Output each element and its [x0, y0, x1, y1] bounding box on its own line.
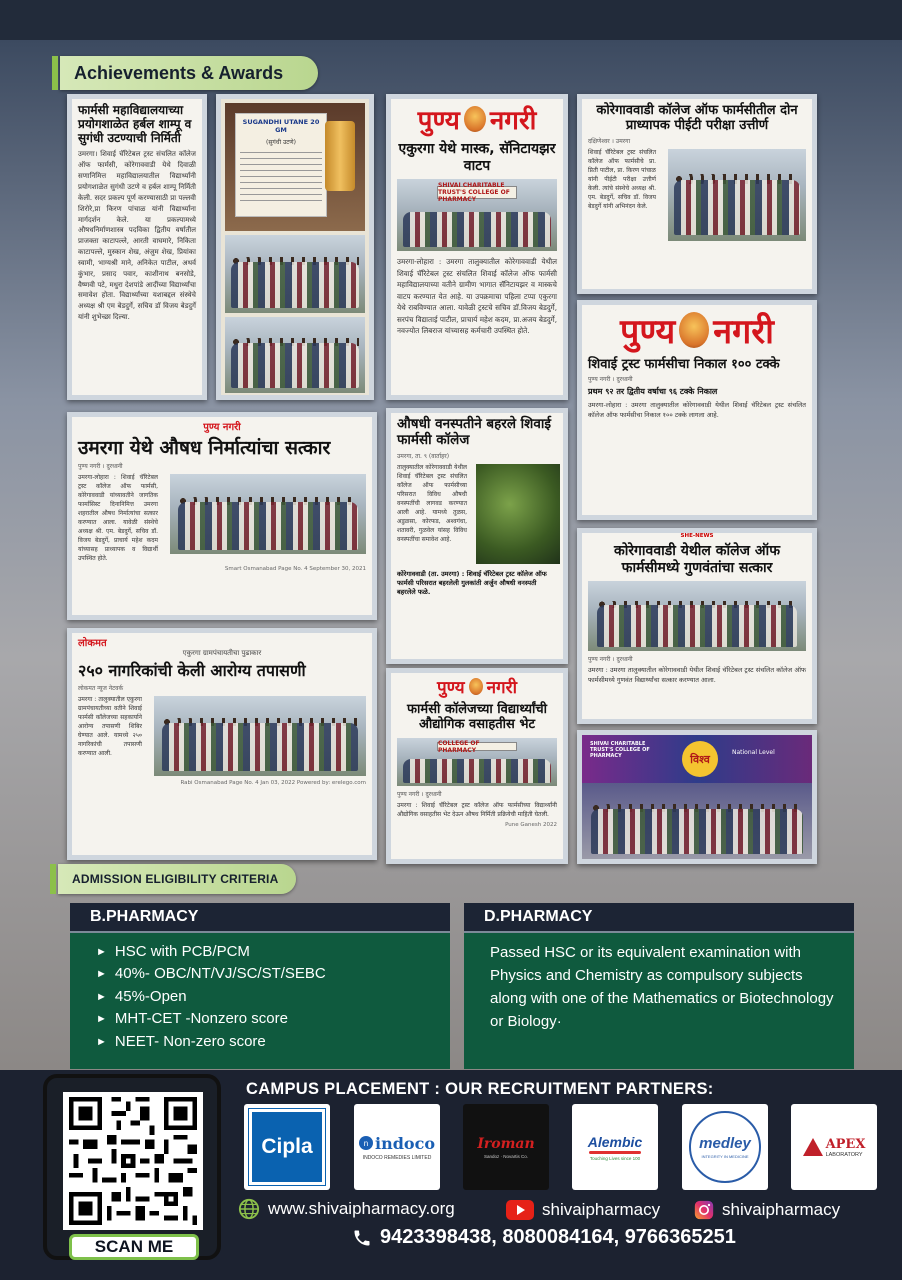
criteria-item: ► NEET- Non-zero score [96, 1031, 326, 1053]
photo-professors [668, 149, 806, 241]
dpharmacy-panel [464, 903, 854, 1069]
photo-meritorious [588, 581, 806, 651]
partner-subtitle: LABORATORY [825, 1151, 863, 1158]
ganesh-logo-icon [464, 106, 486, 132]
clipping-herbal-garden [386, 408, 568, 664]
qr-code-icon [63, 1092, 203, 1230]
partner-logo-iroman[interactable] [463, 1104, 549, 1190]
product-label-box [235, 113, 327, 217]
masthead-left: पुण्य [437, 678, 465, 698]
masthead-punyanagari [582, 305, 812, 353]
masthead-left: पुण्य [417, 106, 460, 136]
criteria-item: ► MHT-CET -Nonzero score [96, 1008, 326, 1030]
clipping-headline: शिवाई ट्रस्ट फार्मसीचा निकाल १०० टक्के [588, 357, 780, 372]
partner-name: indoco [375, 1133, 435, 1153]
clipping-headline: कोरेगाववाडी कॉलेज ऑफ फार्मसीतील दोन प्राध्यापक पीईटी परीक्षा उत्तीर्ण [596, 103, 798, 134]
photo-caption: कोरेगाववाडी (ता. उमरगा) : शिवाई चॅरिटेबल ट्रस्ट कॉलेज ऑफ फार्मसी परिसरात बहरलेली गुलकांती अर्जुन औषधी वनस्पती बहरलेले फळे. [397, 569, 547, 596]
masthead-left: पुण्य [620, 312, 676, 352]
clipping-footer: Rabi Osmanabad Page No. 4 Jan 03, 2022 Powered by: erelego.com [180, 779, 366, 786]
partner-name: Alembic [587, 1133, 643, 1150]
photo-industrial-visit [397, 738, 557, 786]
photo-checkup-camp [154, 696, 366, 776]
criteria-item: ► 45%-Open [96, 986, 326, 1008]
event-tag: National Level [732, 749, 775, 756]
website-link[interactable] [238, 1198, 455, 1220]
clipping-sub: प्रथम ९२ तर द्वितीय वर्षाचा ९६ टक्के निकाल [588, 387, 718, 397]
product-label-lines [240, 152, 322, 202]
clipping-body: उमरगा। शिवाई चॅरिटेबल ट्रस्ट संचलित कॉलेज ऑफ फार्मसी, कोरेगाववाडी येथे दिवाळी सणानिमित्त महाविद्यालयातील विद्यार्थ्यांनी प्रयोगशाळेत सुगंधी उटणे व हर्बल शाम्पू निर्मिती केली. सदर प्रकल्प पूर्ण करण्यासाठी प्रा पल्लवी शिरोरे,प्रा किरण पांचाळ यांनी विद्यार्थ्यांना मार्गदर्शन केले. या प्रकल्पामध्ये औषधनिर्माणशास्त्र पदविका द्वितीय वर्षातील प्राजक्ता काटापल्ले, आरती वाघमारे, निकिता काटापल्ले, मुस्कान शेख, अंजुम शेख, प्रियांका स्वामी, भाग्यश्री माने, अनिकेत पाटील, अथर्व कुंभार, प्रसाद पवार, काशीनाथ बनसोडे, वैष्णवी पटे, मधुरा देशपांडे आदींच्या विद्यार्थ्यांचा समावेश होता. विद्यार्थ्यांच्या यशाबद्दल संस्थेचे अध्यक्ष श्री एम बेडदुर्गे, सचिव डॉ विजय बेडदुर्गे यांनी शुभेच्छा दिल्या. [78, 150, 196, 322]
clipping-body: शिवाई चॅरिटेबल ट्रस्ट संचलित कॉलेज ऑफ फार्मसीचे प्रा. प्रिती पाटील, प्रा. किरण पांचाळ यांनी पीईटी परीक्षा उत्तीर्ण केली. त्यांचे संस्थेचे अध्यक्ष श्री. एम. बेडदुर्गे, सचिव डॉ. विजय बेडदुर्गे यांनी अभिनंदन केले. [588, 148, 656, 210]
event-banner: SHIVAI CHARITABLE TRUST'S COLLEGE OF PHARMACY [590, 741, 650, 759]
clipping-body: उमरगा-लोहारा : शिवाई चॅरिटेबल ट्रस्ट कॉलेज ऑफ फार्मसी, कोरेगाववाडी यांच्यावतीने जागतिक फार्मासिस्ट दिनानिमित्त उमरगा शहरातील औषध निर्मात्यांचा सत्कार करण्यात आला. यावेळी संस्थेचे अध्यक्ष श्री. एम. बेडदुर्गे, सचिव डॉ. विजय बेडदुर्गे, प्राचार्य महेश कदम यांच्यासह प्राध्यापक व विद्यार्थी उपस्थित होते. [78, 474, 158, 563]
admission-title: ADMISSION ELIGIBILITY CRITERIA [58, 864, 296, 894]
clipping-health-checkup [67, 628, 377, 860]
alembic-swoosh-icon [589, 1151, 641, 1154]
clipping-byline: पुण्य नगरी । दुरध्वनी [397, 790, 442, 798]
clipping-result-100 [577, 300, 817, 520]
scan-me-label: SCAN ME [69, 1234, 199, 1260]
partner-subtitle: INDOCO REMEDIES LIMITED [362, 1154, 432, 1161]
criteria-item: ► HSC with PCB/PCM [96, 941, 326, 963]
photo-banner: SHIVAI CHARITABLE TRUST'S COLLEGE OF PHARMACY [437, 186, 517, 199]
ganesh-logo-icon [469, 678, 483, 695]
photo-distribution [397, 179, 557, 251]
product-jar [325, 121, 355, 191]
clipping-byline: उमरगा, ता. ९ (वार्ताहर) [397, 452, 450, 460]
photo-felicitation [170, 474, 366, 554]
bpharmacy-panel [70, 903, 450, 1069]
clipping-body: उमरगा : शिवाई चॅरिटेबल ट्रस्ट कॉलेज ऑफ फार्मसीच्या विद्यार्थ्यांनी औद्योगिक वसाहतीस भेट देऊन औषध निर्मिती प्रक्रियेची माहिती घेतली. [397, 801, 557, 818]
masthead-right: नगरी [486, 678, 517, 698]
masthead-lokmat: लोकमत [78, 638, 107, 649]
cipla-logo-mark [249, 1109, 325, 1185]
clipping-footer: Pune Ganesh 2022 [505, 821, 557, 828]
dpharmacy-title: D.PHARMACY [464, 903, 854, 933]
clipping-headline: औषधी वनस्पतीने बहरले शिवाई फार्मसी कॉलेज [397, 416, 551, 448]
phone-numbers[interactable] [352, 1226, 736, 1249]
indoco-circle-icon: n [359, 1136, 373, 1150]
masthead-right: नगरी [713, 312, 774, 352]
ganesh-logo-icon [679, 312, 709, 348]
photo-students-lab [225, 235, 365, 313]
clipping-body: उमरगा-लोहारा : उमरगा तालुक्यातील कोरेगाववाडी येथील शिवाई चॅरिटेबल ट्रस्ट संचलित कॉलेज ऑफ फार्मसीचा निकाल १०० टक्के लागला आहे. [588, 401, 806, 420]
clipping-pet-exam [577, 94, 817, 294]
clipping-herbal-shampoo [67, 94, 207, 400]
clipping-body: उमरगा : उमरगा तालुक्यातील कोरेगाववाडी येथील शिवाई चॅरिटेबल ट्रस्ट संचलित कॉलेज ऑफ फार्मसीमध्ये गुणवंत विद्यार्थ्यांचा सत्कार करण्यात आला. [588, 666, 806, 684]
photo-plant [476, 464, 560, 564]
clipping-headline: उमरगा येथे औषध निर्मात्यांचा सत्कार [78, 437, 331, 459]
instagram-handle: shivaipharmacy [722, 1200, 841, 1219]
clipping-headline: कोरेगाववाडी येथील कॉलेज ऑफ फार्मसीमध्ये गुणवंतांचा सत्कार [613, 543, 781, 576]
photo-banner: COLLEGE OF PHARMACY [437, 742, 517, 751]
masthead-punyanagari [391, 99, 563, 137]
photo-event-group [582, 783, 812, 859]
partner-logo-medley[interactable] [682, 1104, 768, 1190]
partner-subtitle: Touching Lives since 100 [589, 1155, 641, 1161]
clipping-byline: पुण्य नगरी । दुरध्वनी [588, 656, 633, 664]
clipping-byline: लोकमत न्यूज नेटवर्क [78, 684, 124, 692]
globe-icon [238, 1198, 260, 1220]
clipping-meritorious-students [577, 528, 817, 724]
partner-name: medley [699, 1135, 751, 1152]
youtube-link[interactable] [506, 1200, 660, 1220]
clipping-byline: पुण्य नगरी । दुरध्वनी [78, 463, 123, 471]
bpharmacy-criteria-list [96, 941, 326, 1053]
clipping-byline: पुण्य नगरी । दुरध्वनी [588, 376, 633, 384]
phone-text: 9423398438, 8080084164, 9766365251 [380, 1226, 736, 1248]
masthead-punyanagari [391, 673, 563, 698]
product-label: SUGANDHI UTANE 20 GM [242, 118, 320, 134]
criteria-item: ► 40%- OBC/NT/VJ/SC/ST/SEBC [96, 963, 326, 985]
masthead-small: पुण्य नगरी [203, 422, 241, 433]
youtube-icon [506, 1200, 534, 1220]
clipping-mask-sanitizer [386, 94, 568, 400]
partner-logo-alembic[interactable] [572, 1104, 658, 1190]
placement-title: CAMPUS PLACEMENT : OUR RECRUITMENT PARTNERS: [246, 1080, 714, 1098]
clipping-product-photos [216, 94, 374, 400]
partner-subtitle: INTEGRITY IN MEDICINE [701, 1154, 749, 1159]
clipping-footer: Smart Osmanabad Page No. 4 September 30, 2021 [224, 566, 366, 573]
clipping-body: तालुक्यातील कोरेगाववाडी येथील शिवाई चॅरिटेबल ट्रस्ट संचलित कॉलेज ऑफ फार्मसीच्या परिसरात विविध औषधी वनस्पतींची लागवड करण्यात आली आहे. यामध्ये तुळस, अडुळसा, कोरफड, अश्वगंधा, शतावरी, गुळवेल यांसह विविध वनस्पतींचा समावेश आहे. [397, 463, 467, 543]
qr-code[interactable] [63, 1092, 203, 1230]
clipping-headline: २५० नागरिकांची केली आरोग्य तपासणी [78, 661, 306, 680]
clipping-body: उमरगा : तालुक्यातील एकुरगा ग्रामपंचायतीच्या वतीने शिवाई फार्मसी कॉलेजच्या सहकार्याने आरोग्य तपासणी शिबिर घेण्यात आले. यामध्ये २५० नागरिकांची तपासणी करण्यात आली. [78, 695, 142, 757]
event-badge: विश्व [682, 741, 718, 777]
clipping-headline: फार्मसी महाविद्यालयाच्या प्रयोगशाळेत हर्बल शाम्पू व सुगंधी उटण्याची निर्मिती [78, 103, 192, 146]
masthead-right: नगरी [489, 106, 537, 136]
youtube-handle: shivaipharmacy [542, 1200, 661, 1219]
partner-name: Iroman [477, 1135, 535, 1152]
partner-logo-cipla[interactable] [244, 1104, 330, 1190]
clipping-body: उमरगा-लोहारा : उमरगा तालुक्यातील कोरेगाववाडी येथील शिवाई चॅरिटेबल ट्रस्ट संचलित शिवाई कॉलेज ऑफ फार्मसी महाविद्यालयाच्या वतीने ग्रामीण भागात सॅनिटायझर व मास्कचे वाटप करण्यात येत आहे. या उपक्रमाचा पहिला टप्पा एकुरगा येथे राबविण्यात आला. यावेळी ट्रस्टचे सचिव डॉ.विजय बेडदुर्गे, सरपंच विद्याताई पाटील, प्राचार्य महेश कदम, प्रा.अजय बेडदुर्गे, नवज्योत लिबराज यांच्यासह कर्मचारी उपस्थित होते. [397, 257, 557, 336]
partner-name: Cipla [261, 1135, 313, 1158]
instagram-link[interactable] [694, 1200, 840, 1220]
partner-logo-indoco[interactable] [354, 1104, 440, 1190]
clipping-byline: दक्षिणेश्वर । उमरगा [588, 137, 631, 145]
apex-triangle-icon [803, 1138, 823, 1156]
product-photo [225, 103, 365, 231]
instagram-icon [694, 1200, 714, 1220]
product-label-marathi: (सुगंधी उटणे) [266, 139, 296, 146]
partner-subtitle: Sandoz · Novartis Co. [483, 1153, 529, 1159]
achievements-title: Achievements & Awards [60, 56, 318, 90]
bpharmacy-title: B.PHARMACY [70, 903, 450, 933]
partner-name: APEX [825, 1136, 866, 1152]
dpharmacy-criteria-text: Passed HSC or its equivalent examination with Physics and Chemistry as compulsory subjects along with one of the Mathematics or Biotechnology or Biology· [490, 944, 834, 1030]
phone-icon [352, 1228, 372, 1248]
website-text: www.shivaipharmacy.org [268, 1199, 455, 1218]
clipping-headline: एकुरगा येथे मास्क, सॅनिटायझर वाटप [398, 141, 556, 174]
partner-logo-apex[interactable] [791, 1104, 877, 1190]
medley-circle-icon [689, 1111, 761, 1183]
clipping-kicker: एकुरगा ग्रामपंचायतीचा पुढाकार [182, 649, 262, 657]
clipping-pharmacist-felicitation [67, 412, 377, 620]
clipping-label: SHE-NEWS [680, 533, 714, 539]
clipping-industrial-visit [386, 668, 568, 864]
photo-students-campus [225, 317, 365, 393]
clipping-event-photo [577, 730, 817, 864]
qr-code-card[interactable] [43, 1074, 221, 1260]
clipping-headline: फार्मसी कॉलेजच्या विद्यार्थ्यांची औद्योगिक वसाहतीस भेट [407, 702, 547, 733]
